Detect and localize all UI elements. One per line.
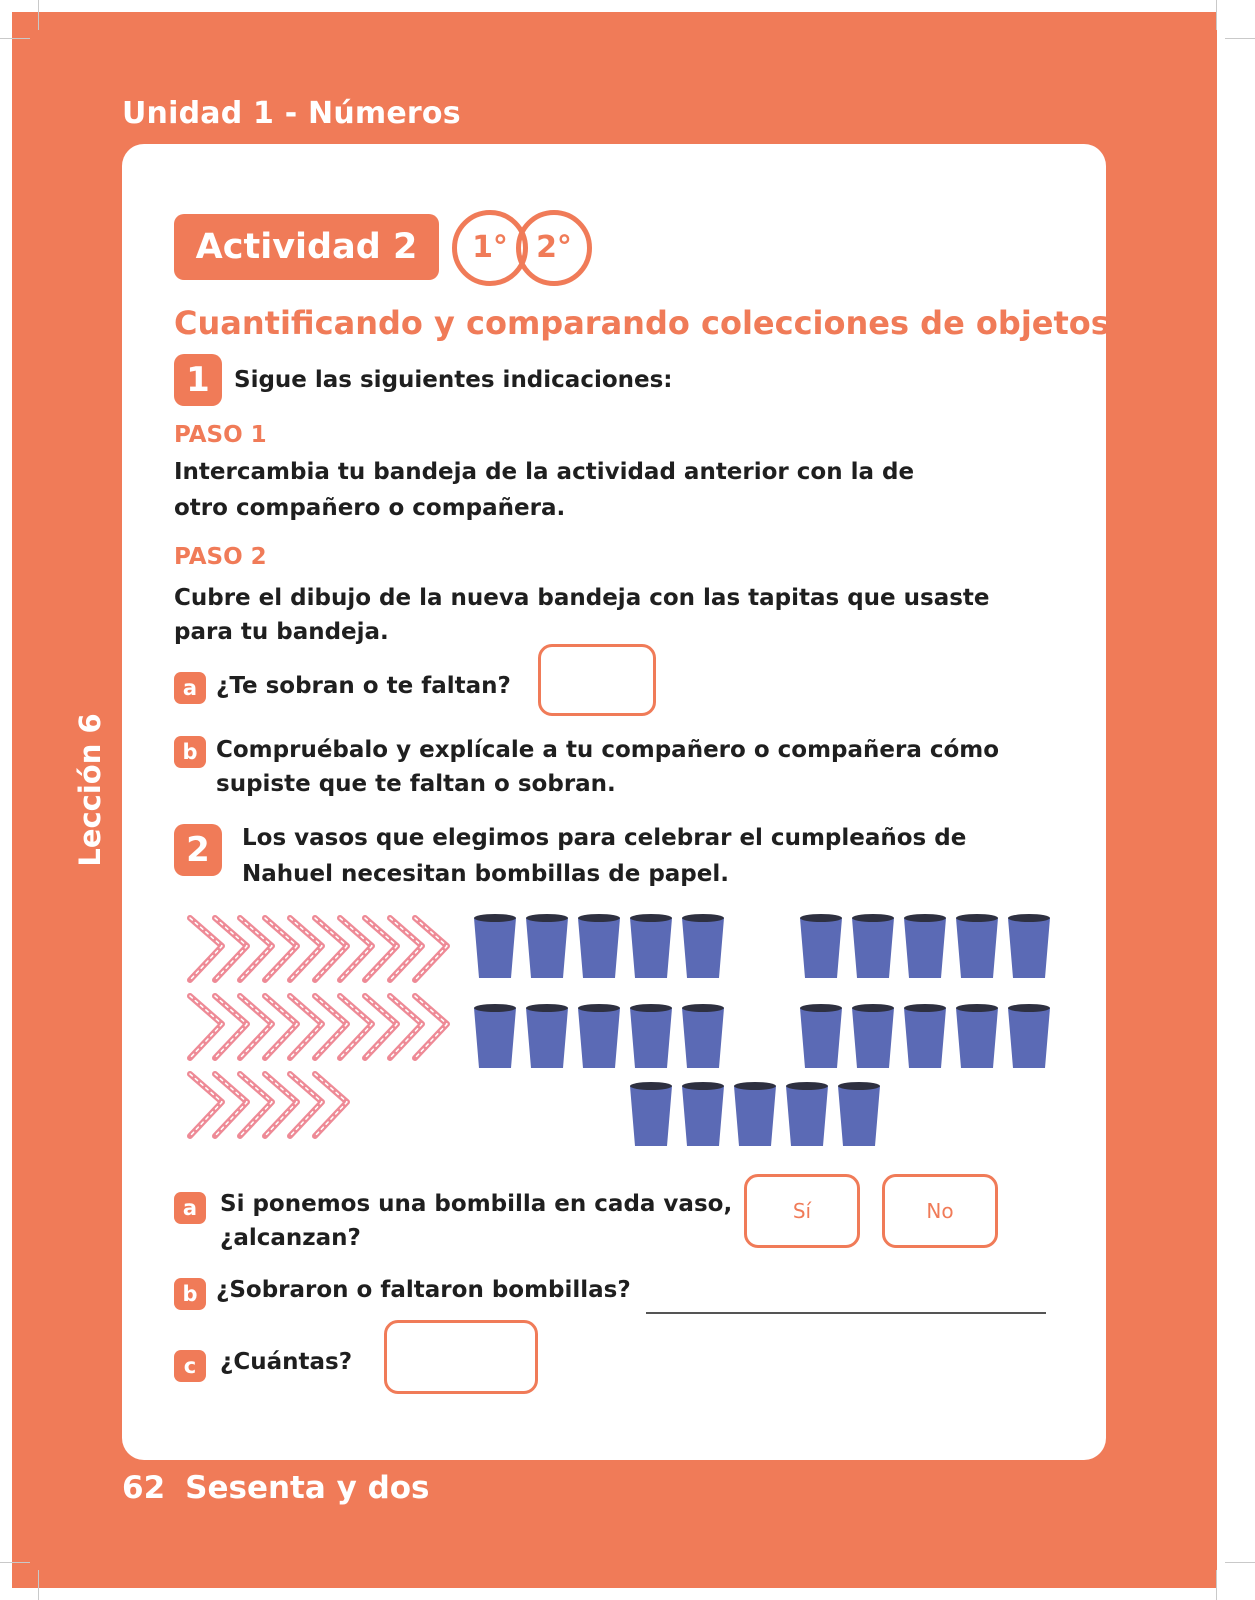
exercise-2-line-1: Los vasos que elegimos para celebrar el cumpleaños de	[242, 825, 967, 851]
cup	[852, 1004, 894, 1068]
cup	[1008, 1004, 1050, 1068]
crop-mark	[0, 1562, 30, 1563]
step-2-line-2: para tu bandeja.	[174, 619, 389, 645]
exercise-1-number: 1	[174, 354, 222, 406]
crop-mark	[1225, 38, 1255, 39]
question-1a-letter: a	[174, 672, 206, 704]
cup	[734, 1082, 776, 1146]
crop-mark	[1216, 0, 1217, 30]
crop-mark	[38, 0, 39, 30]
cup	[904, 914, 946, 978]
cup	[630, 1082, 672, 1146]
straw	[190, 918, 222, 980]
activity-title: Cuantificando y comparando colecciones de objetos	[174, 304, 1110, 342]
crop-mark	[0, 38, 30, 39]
question-2a-letter: a	[174, 1192, 206, 1224]
answer-box-2c[interactable]	[384, 1320, 538, 1394]
straw	[190, 1074, 222, 1136]
exercise-2-line-2: Nahuel necesitan bombillas de papel.	[242, 861, 729, 887]
cup	[578, 914, 620, 978]
step-2-label: PASO 2	[174, 544, 267, 570]
question-1b-line-2: supiste que te faltan o sobran.	[216, 771, 616, 797]
cup	[682, 914, 724, 978]
cup	[786, 1082, 828, 1146]
exercise-2-number: 2	[174, 824, 222, 876]
cup	[800, 1004, 842, 1068]
cup	[630, 914, 672, 978]
straw	[190, 996, 222, 1058]
step-1-label: PASO 1	[174, 422, 267, 448]
answer-no-button[interactable]: No	[882, 1174, 998, 1248]
cup	[1008, 914, 1050, 978]
cups-illustration	[462, 910, 1062, 1160]
cup	[682, 1082, 724, 1146]
grade-1-badge: 1°	[452, 210, 528, 286]
question-1a-text: ¿Te sobran o te faltan?	[216, 673, 511, 699]
activity-card	[122, 144, 1110, 1460]
cup	[956, 914, 998, 978]
exercise-1-instruction: Sigue las siguientes indicaciones:	[234, 367, 673, 393]
straws-illustration	[182, 910, 462, 1150]
cup	[904, 1004, 946, 1068]
question-2a-line-2: ¿alcanzan?	[220, 1225, 361, 1251]
question-2b-letter: b	[174, 1278, 206, 1310]
step-1-line-1: Intercambia tu bandeja de la actividad anterior con la de	[174, 459, 915, 485]
question-2c-letter: c	[174, 1350, 206, 1382]
cup	[682, 1004, 724, 1068]
grade-2-badge: 2°	[516, 210, 592, 286]
question-2a-line-1: Si ponemos una bombilla en cada vaso,	[220, 1191, 733, 1217]
page-number-words: Sesenta y dos	[185, 1470, 430, 1506]
cup	[800, 914, 842, 978]
question-2c-text: ¿Cuántas?	[220, 1349, 353, 1375]
cup	[630, 1004, 672, 1068]
answer-line-2b[interactable]	[646, 1312, 1046, 1314]
lesson-label: Lección 6	[73, 713, 107, 867]
crop-mark	[1216, 1570, 1217, 1600]
answer-box-1a[interactable]	[538, 644, 656, 716]
question-2b-text: ¿Sobraron o faltaron bombillas?	[216, 1277, 631, 1303]
step-1-line-2: otro compañero o compañera.	[174, 495, 566, 521]
page-number: 62	[122, 1470, 166, 1506]
cup	[578, 1004, 620, 1068]
step-2-line-1: Cubre el dibujo de la nueva bandeja con las tapitas que usaste	[174, 585, 990, 611]
cup	[838, 1082, 880, 1146]
crop-mark	[1225, 1562, 1255, 1563]
cup	[956, 1004, 998, 1068]
answer-yes-button[interactable]: Sí	[744, 1174, 860, 1248]
cup	[526, 914, 568, 978]
cup	[474, 914, 516, 978]
question-1b-line-1: Compruébalo y explícale a tu compañero o compañera cómo	[216, 737, 1000, 763]
cup	[852, 914, 894, 978]
crop-mark	[38, 1570, 39, 1600]
page-footer	[122, 1470, 430, 1506]
cup	[526, 1004, 568, 1068]
activity-badge: Actividad 2	[174, 214, 439, 280]
cup	[474, 1004, 516, 1068]
question-1b-letter: b	[174, 736, 206, 768]
unit-title: Unidad 1 - Números	[122, 96, 461, 131]
